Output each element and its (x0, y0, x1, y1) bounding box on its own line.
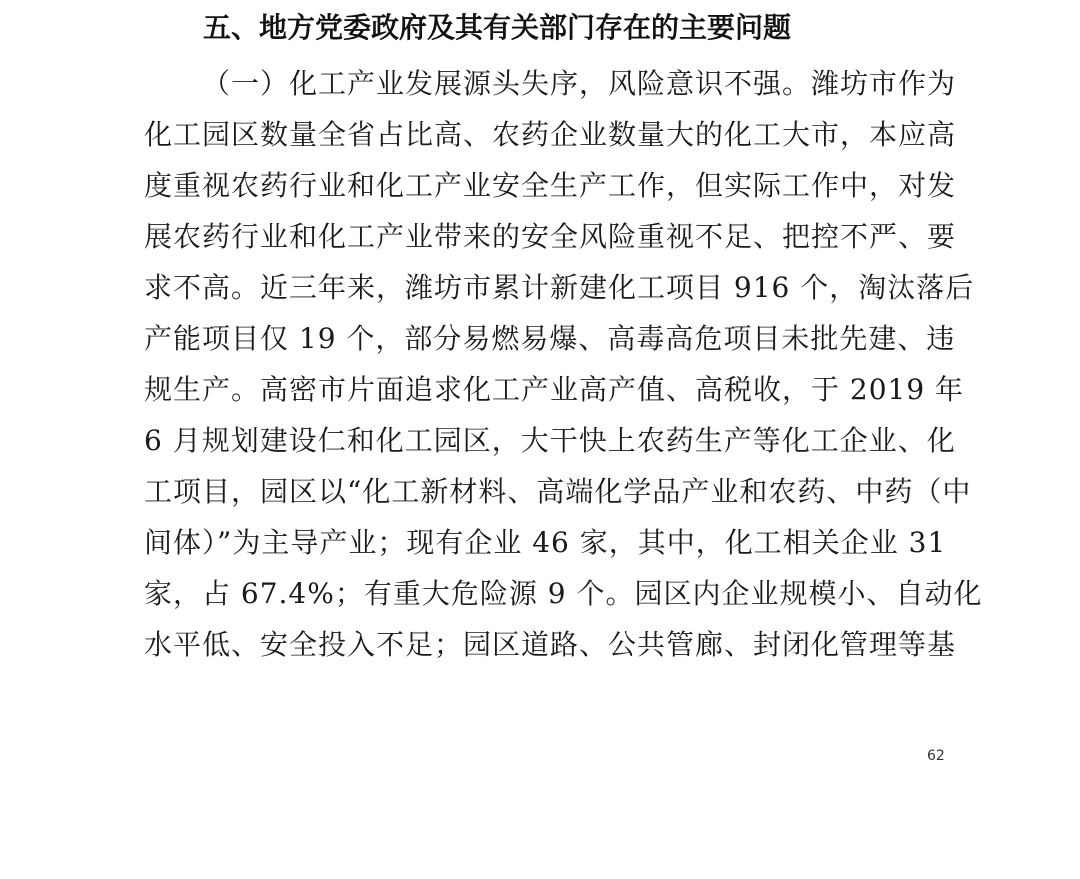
paragraph-line: 工项目，园区以“化工新材料、高端化学品产业和农药、中药（中 (144, 475, 972, 508)
paragraph-line: 展农药行业和化工产业带来的安全风险重视不足、把控不严、要 (144, 220, 957, 253)
body-paragraph (144, 58, 983, 670)
paragraph-line: 产能项目仅 19 个，部分易燃易爆、高毒高危项目未批先建、违 (144, 322, 956, 355)
page-number: 62 (927, 748, 945, 764)
paragraph-line: 规生产。高密市片面追求化工产业高产值、高税收，于 2019 年 (144, 373, 965, 406)
paragraph-line: 化工园区数量全省占比高、农药企业数量大的化工大市，本应高 (144, 118, 957, 151)
paragraph-line: 度重视农药行业和化工产业安全生产工作，但实际工作中，对发 (144, 169, 957, 202)
paragraph-line: 家，占 67.4%；有重大危险源 9 个。园区内企业规模小、自动化 (144, 577, 983, 610)
paragraph-line: 水平低、安全投入不足；园区道路、公共管廊、封闭化管理等基 (144, 628, 957, 661)
section-heading: 五、地方党委政府及其有关部门存在的主要问题 (203, 11, 792, 44)
paragraph-line: 求不高。近三年来，潍坊市累计新建化工项目 916 个，淘汰落后 (144, 271, 975, 304)
paragraph-line: 间体）”为主导产业；现有企业 46 家，其中，化工相关企业 31 (144, 526, 947, 559)
paragraph-line: 6 月规划建设仁和化工园区，大干快上农药生产等化工企业、化 (144, 424, 956, 457)
paragraph-line: （一）化工产业发展源头失序，风险意识不强。潍坊市作为 (202, 67, 957, 100)
